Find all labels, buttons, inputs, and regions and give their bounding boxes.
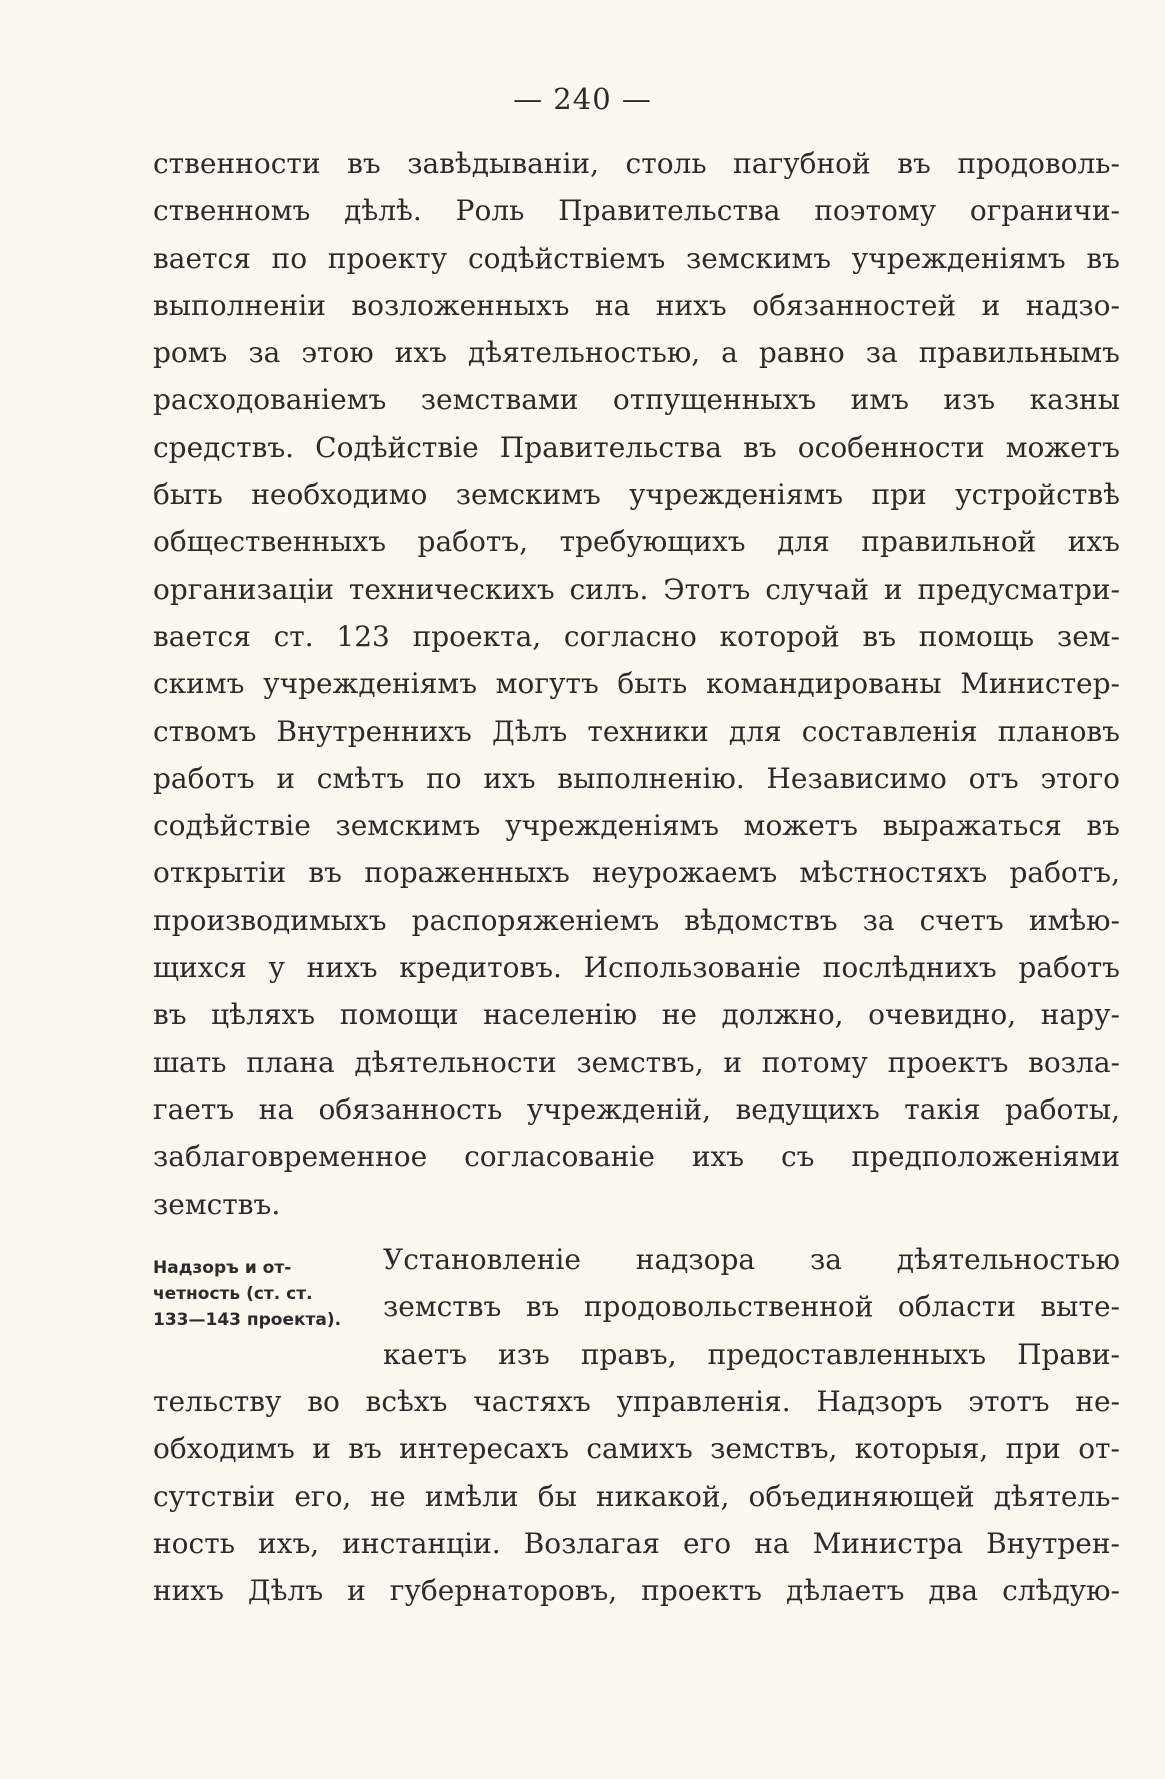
text-line: ствомъ Внутреннихъ Дѣлъ техники для составленія плановъ [153, 714, 1120, 748]
paragraph-2 [153, 1378, 1120, 1614]
page-number: — 240 — [513, 82, 652, 116]
text-line: ственности въ завѣдываніи, столь пагубной въ продоволь- [153, 147, 1120, 180]
paragraph-1 [153, 140, 1120, 1228]
text-line: работъ и смѣтъ по ихъ выполненію. Независимо отъ этого [153, 761, 1120, 795]
margin-note [153, 1255, 378, 1333]
text-line: ромъ за этою ихъ дѣятельностью, а равно за правильнымъ [153, 336, 1120, 370]
text-line: расходованіемъ земствами отпущенныхъ имъ изъ казны [153, 383, 1120, 417]
text-line: Установленіе надзора за дѣятельностью [383, 1243, 1120, 1276]
text-line: обходимъ и въ интересахъ самихъ земствъ, которыя, при от- [153, 1432, 1120, 1466]
text-line: выполненіи возложенныхъ на нихъ обязанностей и надзо- [153, 288, 1120, 322]
text-line: въ цѣляхъ помощи населенію не должно, очевидно, нару- [153, 998, 1120, 1032]
text-line: гаетъ на обязанность учрежденій, ведущихъ такія работы, [153, 1092, 1120, 1126]
text-line: скимъ учрежденіямъ могутъ быть командированы Министер- [153, 667, 1120, 701]
text-line: производимыхъ распоряженіемъ вѣдомствъ за счетъ имѣю- [153, 903, 1120, 937]
text-line: земствъ. [153, 1187, 281, 1221]
text-line: шать плана дѣятельности земствъ, и потому проектъ возла- [153, 1045, 1120, 1079]
text-line: сутствіи его, не имѣли бы никакой, объединяющей дѣятель- [153, 1479, 1120, 1513]
text-line: нихъ Дѣлъ и губернаторовъ, проектъ дѣлаетъ два слѣдую- [153, 1574, 1120, 1608]
paragraph-2-indented [383, 1236, 1120, 1378]
margin-note-line: четность (ст. ст. [153, 1284, 313, 1304]
text-line: средствъ. Содѣйствіе Правительства въ особенности можетъ [153, 430, 1120, 464]
text-line: земствъ въ продовольственной области выте- [383, 1290, 1120, 1324]
text-line: тельству во всѣхъ частяхъ управленія. Надзоръ этотъ не- [153, 1385, 1120, 1418]
margin-note-line: 133—143 проекта). [153, 1310, 342, 1330]
text-line: общественныхъ работъ, требующихъ для правильной ихъ [153, 525, 1120, 559]
text-line: вается по проекту содѣйствіемъ земскимъ учрежденіямъ въ [153, 241, 1120, 275]
text-line: ственномъ дѣлѣ. Роль Правительства поэтому ограничи- [153, 194, 1120, 228]
text-line: ность ихъ, инстанціи. Возлагая его на Министра Внутрен- [153, 1526, 1120, 1560]
text-line: заблаговременное согласованіе ихъ съ предположеніями [153, 1140, 1120, 1174]
text-line: содѣйствіе земскимъ учрежденіямъ можетъ выражаться въ [153, 809, 1120, 843]
text-line: открытіи въ пораженныхъ неурожаемъ мѣстностяхъ работъ, [153, 856, 1120, 890]
text-line: каетъ изъ правъ, предоставленныхъ Прави- [383, 1337, 1120, 1371]
text-line: щихся у нихъ кредитовъ. Использованіе послѣднихъ работъ [153, 951, 1120, 985]
margin-note-line: Надзоръ и от- [153, 1258, 292, 1278]
text-line: вается ст. 123 проекта, согласно которой въ помощь зем- [153, 619, 1120, 653]
text-line: быть необходимо земскимъ учрежденіямъ при устройствѣ [153, 478, 1120, 512]
text-line: организаціи техническихъ силъ. Этотъ случай и предусматри- [153, 572, 1120, 606]
